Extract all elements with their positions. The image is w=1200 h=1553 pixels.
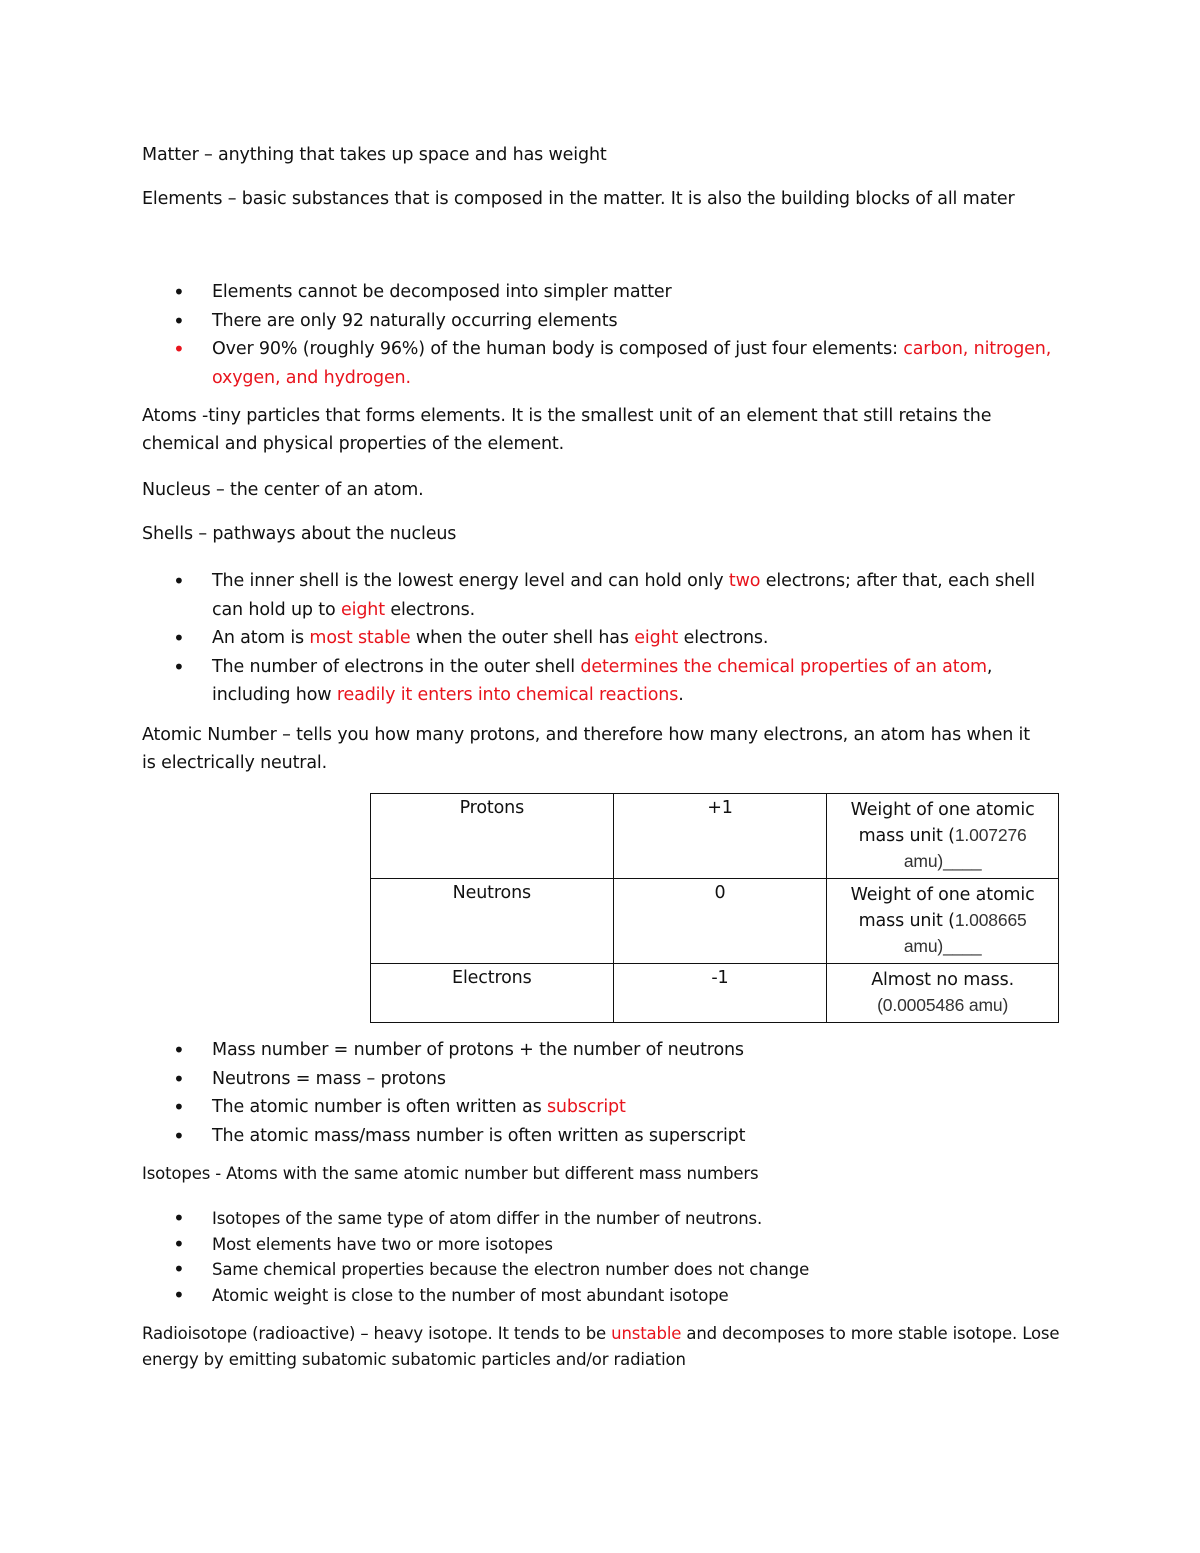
list-item: • Over 90% (roughly 96%) of the human body is composed of just four elements: carbon, nitrogen, oxygen, and hydrogen. — [142, 335, 1051, 392]
elements-definition: Elements – basic substances that is composed in the matter. It is also the building blocks of all mater — [142, 189, 1015, 209]
mass-bullet-list — [142, 1036, 745, 1150]
particle-name: Neutrons — [371, 879, 614, 964]
particle-charge: +1 — [613, 794, 827, 879]
radioisotope-line2: energy by emitting subatomic subatomic particles and/or radiation — [142, 1350, 686, 1369]
radioisotope-line1: Radioisotope (radioactive) – heavy isotope. It tends to be unstable and decomposes to more stable isotope. Lose — [142, 1324, 1060, 1343]
isotopes-definition: Isotopes - Atoms with the same atomic number but different mass numbers — [142, 1164, 759, 1183]
elements-bullet-list — [142, 278, 1051, 392]
list-item: • The atomic mass/mass number is often written as superscript — [142, 1122, 745, 1151]
list-item: • The atomic number is often written as subscript — [142, 1093, 745, 1122]
list-item: • Neutrons = mass – protons — [142, 1065, 745, 1094]
list-item: • Atomic weight is close to the number of most abundant isotope — [142, 1283, 809, 1309]
shells-definition: Shells – pathways about the nucleus — [142, 524, 457, 544]
list-item: • The inner shell is the lowest energy level and can hold only two electrons; after that, each shell can hold up to eight electrons. — [142, 567, 1035, 624]
atoms-definition-line1: Atoms -tiny particles that forms elements. It is the smallest unit of an element that still retains the — [142, 406, 992, 426]
list-item: • An atom is most stable when the outer shell has eight electrons. — [142, 624, 1035, 653]
list-item: • Isotopes of the same type of atom differ in the number of neutrons. — [142, 1206, 809, 1232]
list-item: • Most elements have two or more isotopes — [142, 1232, 809, 1258]
table-row — [371, 964, 1059, 1023]
particle-weight: Almost no mass. (0.0005486 amu) — [827, 964, 1059, 1023]
table-row — [371, 879, 1059, 964]
particle-name: Protons — [371, 794, 614, 879]
particle-weight: Weight of one atomic mass unit (1.007276 amu)____ — [827, 794, 1059, 879]
particle-name: Electrons — [371, 964, 614, 1023]
atoms-definition-line2: chemical and physical properties of the element. — [142, 434, 565, 454]
particle-charge: -1 — [613, 964, 827, 1023]
atomic-number-line2: is electrically neutral. — [142, 753, 328, 773]
table-row — [371, 794, 1059, 879]
list-item: • Mass number = number of protons + the number of neutrons — [142, 1036, 745, 1065]
nucleus-definition: Nucleus – the center of an atom. — [142, 480, 424, 500]
particle-weight: Weight of one atomic mass unit (1.008665 amu)____ — [827, 879, 1059, 964]
matter-definition: Matter – anything that takes up space and has weight — [142, 145, 607, 165]
shells-bullet-list — [142, 567, 1035, 710]
atomic-number-line1: Atomic Number – tells you how many protons, and therefore how many electrons, an atom has when it — [142, 725, 1030, 745]
particle-table — [370, 793, 1059, 1023]
list-item: • The number of electrons in the outer shell determines the chemical properties of an atom, including how readily it enters into chemical reactions. — [142, 653, 1035, 710]
list-item: • There are only 92 naturally occurring elements — [142, 307, 1051, 336]
isotopes-bullet-list — [142, 1206, 809, 1308]
list-item: • Elements cannot be decomposed into simpler matter — [142, 278, 1051, 307]
list-item: • Same chemical properties because the electron number does not change — [142, 1257, 809, 1283]
particle-charge: 0 — [613, 879, 827, 964]
